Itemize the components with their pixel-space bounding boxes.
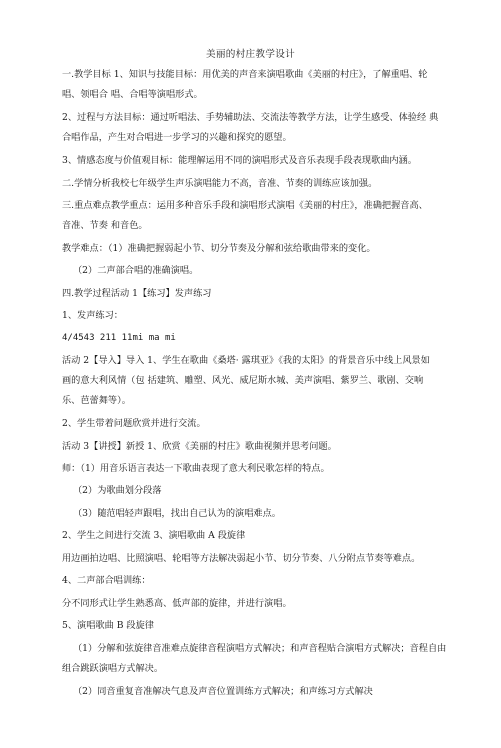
text-line: 5、演唱歌曲 B 段旋律: [62, 620, 154, 631]
text-line: 分不同形式让学生熟悉高、低声部的旋律，并进行演唱。: [62, 598, 292, 609]
document-title: 美丽的村庄教学设计: [205, 49, 296, 60]
text-line: 合唱作品，产生对合唱进一步学习的兴趣和探究的愿望。: [62, 132, 292, 143]
text-line: 师：（1）用音乐语言表达一下歌曲表现了意大利民歌怎样的特点。: [62, 463, 330, 474]
text-line: 乐、芭蕾舞等）。: [62, 395, 131, 406]
text-line: （3）随范唱轻声跟唱，找出自己认为的演唱难点。: [73, 508, 281, 519]
text-line: 唱、领唱合 唱、合唱等演唱形式。: [62, 89, 203, 100]
text-line: （2）为歌曲划分段落: [73, 485, 162, 496]
text-line: 用边画拍边唱、比照演唱、轮唱等方法解决弱起小节、切分节奏、八分附点节奏等难点。: [62, 553, 421, 564]
text-line: 活动 3【讲授】新授 1、欣赏《美丽的村庄》歌曲视频并思考问题。: [62, 441, 337, 452]
text-line: 音准、节奏 和音色。: [62, 220, 148, 231]
text-line: 一.教学目标 1、知识与技能目标：用优美的声音来演唱歌曲《美丽的村庄》，了解重唱、轮: [62, 69, 428, 80]
text-line: 2、学生带着问题欣赏并进行交流。: [62, 418, 206, 429]
text-line: （1）分解和弦旋律音准难点旋律音程演唱方式解决；和声音程贴合演唱方式解决；音程自由: [73, 643, 447, 654]
text-line: 画的意大利风情（包 括建筑、雕塑、风光、威尼斯水城、美声演唱、紫罗兰、歌剧、交响: [62, 375, 424, 386]
text-line: 4、二声部合唱训练：: [62, 575, 151, 586]
text-line: 2、学生之间进行交流 3、演唱歌曲 A 段旋律: [62, 530, 246, 541]
text-line: 三.重点难点教学重点：运用多种音乐手段和演唱形式演唱《美丽的村庄》，准确把握音高、: [62, 200, 428, 211]
text-line: 3、情感态度与价值观目标：能理解运用不同的演唱形式及音乐表现手段表现歌曲内涵。: [62, 155, 417, 166]
text-line: 1、发声练习：: [62, 310, 123, 321]
text-line: 组合跳跃演唱方式解决。: [62, 663, 164, 674]
text-line: 二.学情分析我校七年级学生声乐演唱能力不高，音准、节奏的训练应该加强。: [62, 178, 378, 189]
text-line: （2）二声部合唱的准确演唱。: [73, 265, 199, 276]
section-heading: 四.教学过程活动 1【练习】发声练习: [62, 288, 212, 299]
text-line: （2）同音重复音准解决气息及声音位置训练方式解决；和声练习方式解决: [73, 686, 373, 697]
text-line: 活动 2【导入】导入 1、学生在歌曲《桑塔· 露琪亚》《我的太阳》的背景音乐中线上风景如: [62, 355, 430, 366]
text-line: 教学难点：（1）准确把握弱起小节、切分节奏及分解和弦给歌曲带来的变化。: [62, 243, 376, 254]
notation-line: 4/4543 211 11mi ma mi: [62, 333, 176, 343]
text-line: 2、过程与方法目标：通过听唱法、手势辅助法、交流法等教学方法，让学生感受、体验经 典: [62, 112, 439, 123]
